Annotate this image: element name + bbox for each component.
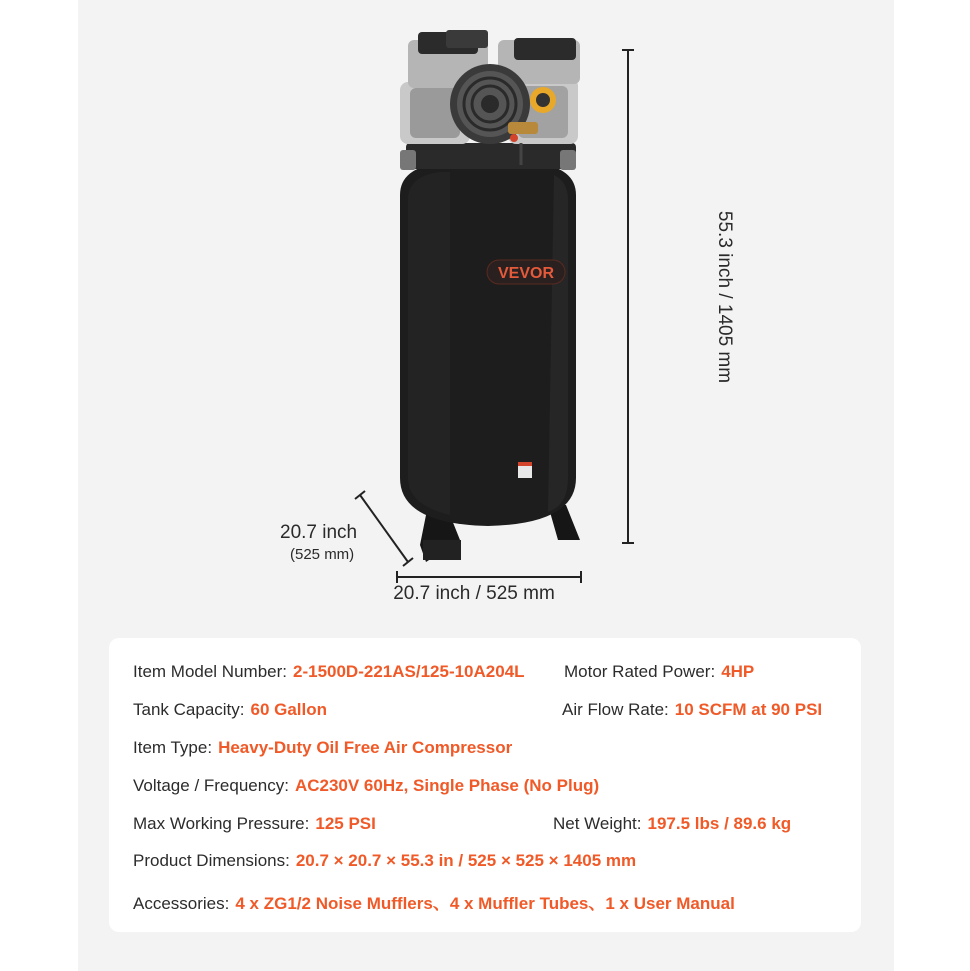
width-dimension-label: 20.7 inch / 525 mm <box>393 583 555 604</box>
spec-row <box>133 662 837 686</box>
specifications-card <box>109 638 861 932</box>
depth-dimension-mm-label: (525 mm) <box>290 546 355 563</box>
product-illustration <box>78 0 894 620</box>
spec-item-tank-capacity: Tank Capacity: 60 Gallon <box>133 700 328 719</box>
spec-item-air-flow-rate: Air Flow Rate: 10 SCFM at 90 PSI <box>562 700 823 719</box>
spec-row <box>133 814 837 838</box>
spec-item-motor-power: Motor Rated Power: 4HP <box>564 662 755 681</box>
spec-item-net-weight: Net Weight: 197.5 lbs / 89.6 kg <box>553 814 792 833</box>
depth-dimension-label: 20.7 inch <box>280 522 358 543</box>
vevor-logo: VEVOR <box>497 265 555 282</box>
spec-row <box>133 889 837 913</box>
depth-dimension-line <box>360 495 408 562</box>
spec-item-max-pressure: Max Working Pressure: 125 PSI <box>133 814 376 833</box>
spec-row <box>133 776 837 800</box>
spec-row <box>133 700 837 724</box>
spec-item-model-number: Item Model Number: 2-1500D-221AS/125-10A204L <box>133 662 525 681</box>
air-compressor-image <box>78 0 894 620</box>
spec-row <box>133 851 837 875</box>
spec-item-accessories: Accessories: 4 x ZG1/2 Noise Mufflers、4 x Muffler Tubes、1 x User Manual <box>133 894 735 913</box>
spec-item-type: Item Type: Heavy-Duty Oil Free Air Compressor <box>133 738 513 757</box>
spec-item-voltage-frequency: Voltage / Frequency: AC230V 60Hz, Single Phase (No Plug) <box>133 776 600 795</box>
spec-row <box>133 738 837 762</box>
spec-item-dimensions: Product Dimensions: 20.7 × 20.7 × 55.3 in / 525 × 525 × 1405 mm <box>133 851 637 870</box>
height-dimension-label: 55.3 inch / 1405 mm <box>714 210 735 384</box>
